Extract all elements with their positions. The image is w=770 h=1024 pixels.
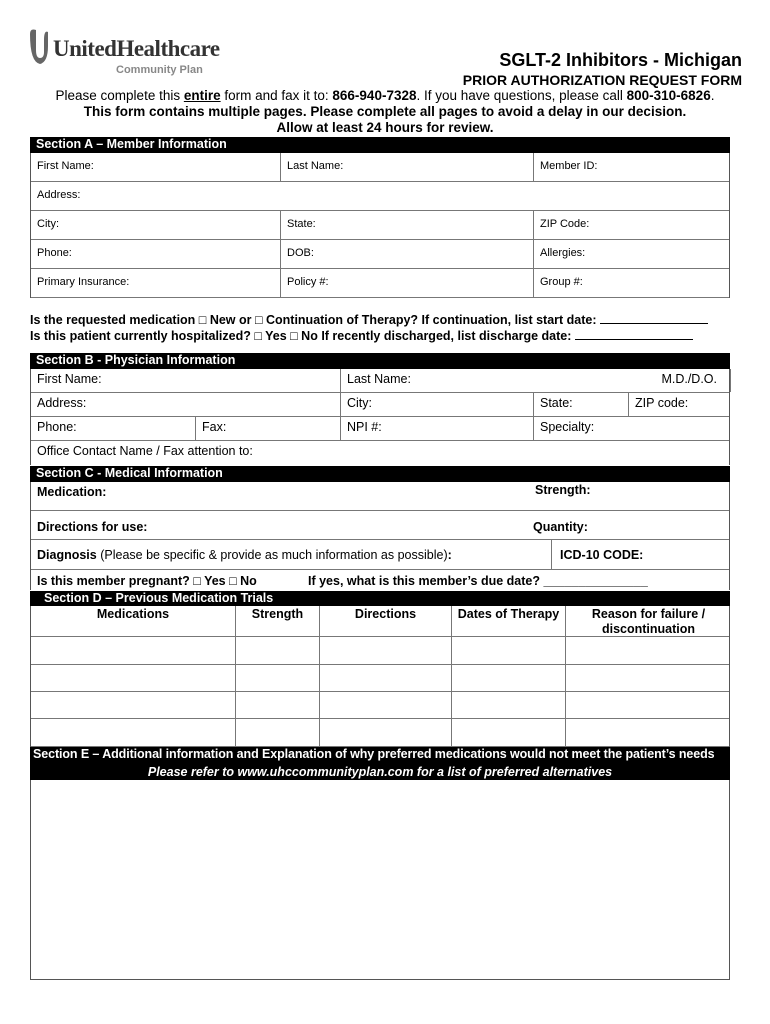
section-b-header: Section B - Physician Information: [30, 353, 730, 369]
form-title: SGLT-2 Inhibitors - Michigan: [499, 50, 742, 70]
table-header-row: [31, 606, 729, 637]
strength-label: Strength:: [535, 483, 591, 497]
physician-phone-field[interactable]: Phone:: [31, 417, 196, 440]
member-last-name-field[interactable]: Last Name:: [281, 153, 534, 181]
form-subtitle: PRIOR AUTHORIZATION REQUEST FORM: [462, 72, 742, 88]
member-phone-field[interactable]: Phone:: [31, 240, 281, 268]
uhc-logo: [26, 26, 226, 82]
member-address-field[interactable]: Address:: [37, 189, 81, 201]
col-reason-for-failure: Reason for failure / discontinuation: [591, 607, 706, 636]
physician-npi-field[interactable]: NPI #:: [341, 417, 534, 440]
logo-subtitle: Community Plan: [116, 64, 203, 76]
md-do-label: M.D./D.O.: [661, 372, 717, 386]
physician-specialty-field[interactable]: Specialty:: [540, 420, 595, 434]
instructions-line-2: This form contains multiple pages. Please complete all pages to avoid a delay in our decision.: [83, 104, 687, 119]
medication-status-question[interactable]: Is the requested medication □ New or □ Continuation of Therapy? If continuation, list start date:: [30, 313, 708, 327]
preferred-alternatives-note: Please refer to www.uhccommunityplan.com for a list of preferred alternatives: [30, 764, 730, 780]
directions-field[interactable]: Directions for use: Quantity:: [37, 520, 588, 534]
medication-field[interactable]: Medication: Strength:: [37, 483, 591, 499]
physician-city-field[interactable]: City:: [341, 393, 534, 416]
table-row[interactable]: [31, 692, 729, 719]
physician-address-field[interactable]: Address:: [31, 393, 341, 416]
physician-state-field[interactable]: State:: [534, 393, 629, 416]
additional-information-textarea[interactable]: [30, 780, 730, 980]
member-city-field[interactable]: City:: [31, 211, 281, 239]
table-row[interactable]: [31, 719, 729, 747]
physician-zip-field[interactable]: ZIP code:: [635, 396, 689, 410]
table-row[interactable]: [31, 665, 729, 692]
previous-medication-table: [30, 606, 730, 747]
pregnancy-question[interactable]: Is this member pregnant? □ Yes □ No If yes, what is this member’s due date? _______________: [37, 574, 648, 588]
uhc-logo-icon: [26, 26, 50, 66]
physician-fax-field[interactable]: Fax:: [196, 417, 341, 440]
instructions-line-1: Please complete this entire form and fax it to: 866-940-7328. If you have questions, please call 800-310-6826.: [55, 88, 715, 103]
instructions-line-3: Allow at least 24 hours for review.: [276, 120, 494, 135]
office-contact-field[interactable]: Office Contact Name / Fax attention to:: [37, 444, 253, 458]
phone-number: 800-310-6826: [626, 88, 711, 103]
fax-number: 866-940-7328: [332, 88, 417, 103]
member-allergies-field[interactable]: Allergies:: [540, 247, 586, 259]
policy-number-field[interactable]: Policy #:: [281, 269, 534, 297]
table-row[interactable]: [31, 637, 729, 665]
member-dob-field[interactable]: DOB:: [281, 240, 534, 268]
member-zip-field[interactable]: ZIP Code:: [540, 218, 590, 230]
member-first-name-field[interactable]: First Name:: [31, 153, 281, 181]
member-id-field[interactable]: Member ID:: [540, 160, 598, 172]
hospitalized-question[interactable]: Is this patient currently hospitalized? □ Yes □ No If recently discharged, list discharge date:: [30, 329, 693, 343]
primary-insurance-field[interactable]: Primary Insurance:: [31, 269, 281, 297]
col-dates-of-therapy: Dates of Therapy: [452, 606, 566, 636]
icd10-code-field[interactable]: ICD-10 CODE:: [560, 548, 644, 562]
col-directions: Directions: [320, 606, 452, 636]
section-a-header: Section A – Member Information: [30, 137, 730, 153]
physician-last-name-field[interactable]: Last Name:: [341, 369, 731, 392]
section-c-header: Section C - Medical Information: [30, 466, 730, 482]
section-d-header: Section D – Previous Medication Trials: [30, 591, 730, 606]
section-c-grid: [30, 482, 730, 590]
quantity-label: Quantity:: [533, 520, 588, 534]
section-e-header: Section E – Additional information and Explanation of why preferred medications would not meet the patient’s needs: [30, 747, 730, 764]
member-state-field[interactable]: State:: [281, 211, 534, 239]
section-a-grid: [30, 153, 730, 298]
physician-first-name-field[interactable]: First Name:: [31, 369, 341, 392]
group-number-field[interactable]: Group #:: [540, 276, 583, 288]
col-medications: Medications: [31, 606, 236, 636]
due-date-question[interactable]: If yes, what is this member’s due date? _______________: [308, 574, 648, 588]
col-strength: Strength: [236, 606, 320, 636]
section-b-grid: [30, 369, 730, 465]
diagnosis-field[interactable]: Diagnosis (Please be specific & provide as much information as possible):: [31, 540, 552, 569]
logo-wordmark: UnitedHealthcare: [53, 36, 220, 61]
